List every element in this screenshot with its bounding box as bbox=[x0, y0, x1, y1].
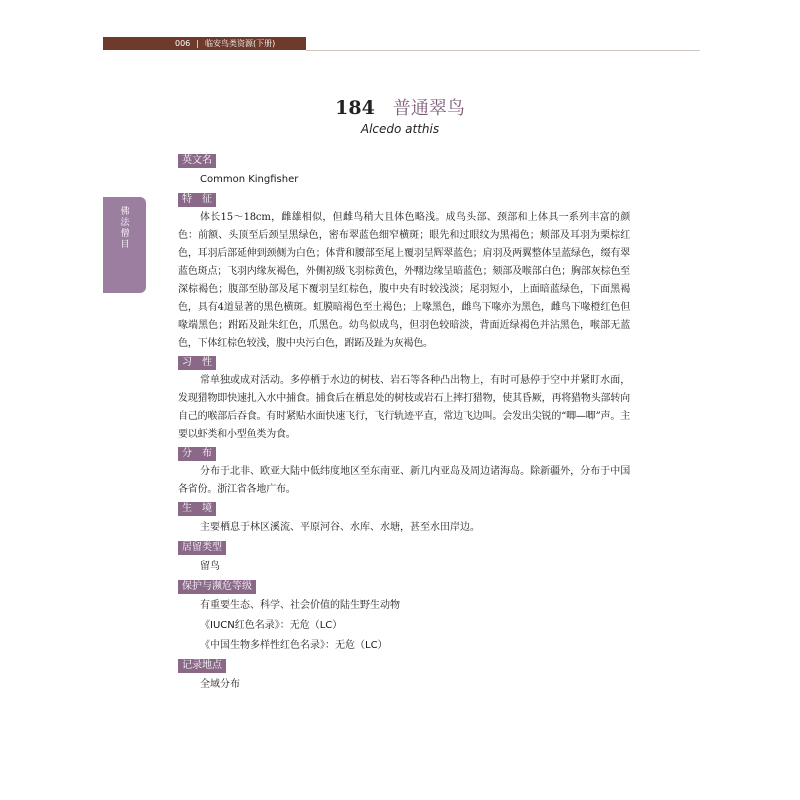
section-label: 居留类型 bbox=[178, 541, 226, 555]
section-label: 英文名 bbox=[178, 154, 216, 168]
section-records bbox=[178, 656, 630, 695]
records-text: 全域分布 bbox=[200, 679, 240, 690]
section-label: 分 布 bbox=[178, 447, 216, 461]
running-header bbox=[103, 37, 306, 50]
distribution-text: 分布于北非、欧亚大陆中低纬度地区至东南亚、新几内亚岛及周边诸海岛。除新疆外，分布于中国各省份。浙江省各地广布。 bbox=[178, 466, 630, 495]
species-latin-name: Alcedo atthis bbox=[360, 122, 440, 136]
order-label: 佛法僧目 bbox=[120, 207, 130, 250]
protection-line: 《中国生物多样性红色名录》：无危（LC） bbox=[200, 640, 388, 651]
section-label: 习 性 bbox=[178, 356, 216, 370]
section-habitat bbox=[178, 499, 630, 538]
section-label: 特 征 bbox=[178, 193, 216, 207]
section-residency bbox=[178, 538, 630, 577]
section-habits bbox=[178, 353, 630, 444]
section-label: 生 境 bbox=[178, 502, 216, 516]
section-features bbox=[178, 190, 630, 353]
species-title bbox=[0, 94, 800, 120]
species-number: 184 bbox=[335, 97, 375, 119]
order-side-tab bbox=[103, 197, 146, 293]
protection-line: 《IUCN红色名录》：无危（LC） bbox=[200, 620, 343, 631]
habits-text: 常单独或成对活动。多停栖于水边的树枝、岩石等各种凸出物上，有时可悬停于空中并紧盯水面，发现猎物即快速扎入水中捕食。捕食后在栖息处的树枝或岩石上摔打猎物，使其昏厥，再将猎物头部转向自己的喉部后吞食。有时紧贴水面快速飞行，飞行轨迹平直，常边飞边叫。会发出尖锐的“唧—唧”声。主要以虾类和小型鱼类为食。 bbox=[178, 375, 630, 440]
species-content bbox=[178, 151, 630, 695]
residency-text: 留鸟 bbox=[200, 561, 220, 572]
habitat-text: 主要栖息于林区溪流、平原河谷、水库、水塘，甚至水田岸边。 bbox=[200, 522, 480, 533]
features-text: 体长15～18cm，雌雄相似，但雌鸟稍大且体色略浅。成鸟头部、颈部和上体具一系列丰富的颜色：前额、头顶至后颈呈黑绿色，密布翠蓝色细窄横斑；眼先和过眼纹为黑褐色；颊部及耳羽为栗棕红色，耳羽后部延伸到颈侧为白色；体背和腰部至尾上覆羽呈辉翠蓝色；肩羽及两翼整体呈蓝绿色，缀有翠蓝色斑点；飞羽内缘灰褐色，外侧初级飞羽棕黄色，外翈边缘呈暗蓝色；颏部及喉部白色；胸部灰棕色至深棕褐色；腹部至胁部及尾下覆羽呈红棕色，腹中央有时较浅淡；尾羽短小，上面暗蓝绿色，下面黑褐色，具有4道显著的黑色横斑。虹膜暗褐色至土褐色；上喙黑色，雌鸟下喙亦为黑色，雌鸟下喙橙红色但喙端黑色；跗跖及趾朱红色，爪黑色。幼鸟似成鸟，但羽色较暗淡，背面近绿褐色并沾黑色，喉部无蓝色，下体红棕色较浅，腹中央污白色，跗跖及趾为灰褐色。 bbox=[178, 212, 630, 349]
section-label: 保护与濒危等级 bbox=[178, 580, 256, 594]
book-title: 临安鸟类资源(下册) bbox=[204, 39, 276, 48]
page-number: 006 bbox=[175, 39, 191, 48]
protection-line: 有重要生态、科学、社会价值的陆生野生动物 bbox=[200, 600, 400, 611]
header-rule bbox=[306, 50, 700, 51]
species-chinese-name: 普通翠鸟 bbox=[392, 98, 465, 119]
header-separator: | bbox=[196, 39, 199, 48]
section-protection bbox=[178, 577, 630, 656]
english-name-text: Common Kingfisher bbox=[200, 174, 299, 185]
section-distribution bbox=[178, 444, 630, 499]
section-english-name bbox=[178, 151, 630, 190]
section-label: 记录地点 bbox=[178, 659, 226, 673]
